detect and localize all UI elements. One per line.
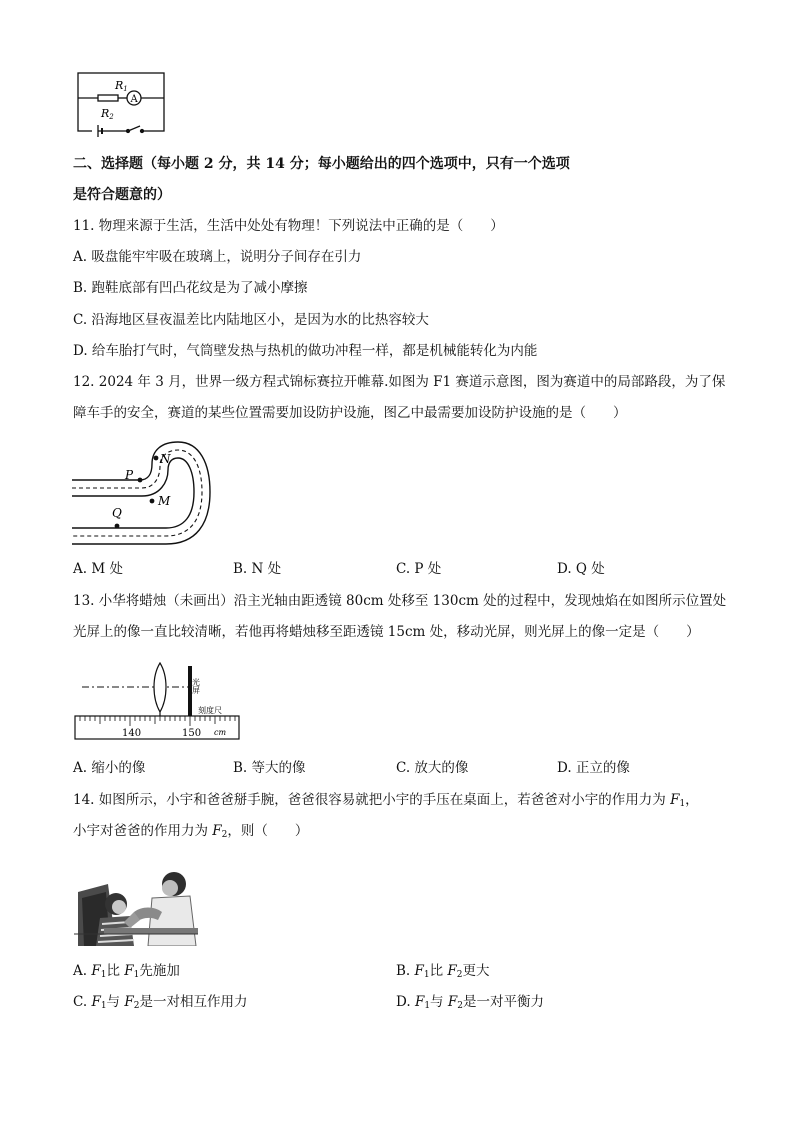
tick-140: 140: [122, 728, 142, 739]
ammeter-label: A: [130, 94, 138, 105]
r1-label: R: [115, 79, 124, 92]
q11-option-a: A. 吸盘能牢牢吸在玻璃上，说明分子间存在引力: [73, 249, 362, 265]
race-track-figure: [70, 438, 240, 553]
screen-label: 光屏: [191, 678, 201, 694]
q13-stem-line1: 13. 小华将蜡烛（未画出）沿主光轴由距透镜 80cm 处移至 130cm 处的过程中，发现烛焰在如图所示位置处: [73, 593, 727, 609]
q12-stem-line1: 12. 2024 年 3 月，世界一级方程式锦标赛拉开帷幕.如图为 F1 赛道示意图，图为赛道中的局部路段，为了保: [73, 374, 726, 390]
q14-stem-line1: 14. 如图所示，小宇和爸爸掰手腕，爸爸很容易就把小宇的手压在桌面上，若爸爸对小宇的作用力为 $F_1$，: [73, 792, 699, 809]
q11-stem: 11. 物理来源于生活，生活中处处有物理！下列说法中正确的是（ ）: [73, 218, 504, 234]
label-p: P: [125, 468, 134, 482]
q13-option-c: C. 放大的像: [396, 760, 469, 776]
q13-option-a: A. 缩小的像: [73, 760, 146, 776]
q11-option-c: C. 沿海地区昼夜温差比内陆地区小，是因为水的比热容较大: [73, 312, 429, 328]
unit-cm: cm: [214, 728, 227, 737]
r2-sub: 2: [109, 113, 114, 121]
label-q: Q: [112, 506, 122, 520]
optical-bench-figure: [72, 658, 247, 746]
circuit-diagram: [72, 66, 172, 138]
q13-stem-line2: 光屏上的像一直比较清晰，若他再将蜡烛移至距透镜 15cm 处，移动光屏，则光屏上的像一定是（ ）: [73, 624, 700, 640]
q14-option-b: B. $F_1$比 $F_2$更大: [396, 963, 490, 980]
point-m: [150, 499, 155, 504]
ruler-label: 刻度尺: [198, 706, 222, 715]
svg-text:R1: [114, 79, 128, 93]
q14-option-d: D. $F_1$与 $F_2$是一对平衡力: [396, 994, 544, 1011]
q13-option-b: B. 等大的像: [233, 760, 306, 776]
lens: [154, 663, 166, 712]
point-q: [115, 524, 120, 529]
q12-option-a: A. M 处: [73, 561, 123, 577]
q12-option-b: B. N 处: [233, 561, 282, 577]
q14-option-c: C. $F_1$与 $F_2$是一对相互作用力: [73, 994, 248, 1011]
section-heading-line1: 二、选择题（每小题 2 分，共 14 分；每小题给出的四个选项中，只有一个选项: [73, 156, 570, 172]
q11-option-b: B. 跑鞋底部有凹凸花纹是为了减小摩擦: [73, 280, 308, 296]
q13-option-d: D. 正立的像: [557, 760, 630, 776]
point-p: [138, 478, 143, 483]
label-n: N: [160, 452, 171, 466]
label-m: M: [158, 494, 171, 508]
q11-option-d: D. 给车胎打气时，气筒壁发热与热机的做功冲程一样，都是机械能转化为内能: [73, 343, 538, 359]
q12-option-c: C. P 处: [396, 561, 442, 577]
arm-wrestling-photo: [74, 862, 198, 946]
q12-option-d: D. Q 处: [557, 561, 605, 577]
q14-option-a: A. $F_1$比 $F_1$先施加: [73, 963, 180, 980]
svg-text:R2: [100, 107, 114, 121]
q12-stem-line2: 障车手的安全，赛道的某些位置需要加设防护设施，图乙中最需要加设防护设施的是（ ）: [73, 405, 627, 421]
r2-label: R: [101, 107, 110, 120]
tick-150: 150: [182, 728, 202, 739]
q14-stem-line2: 小宇对爸爸的作用力为 $F_2$，则（ ）: [73, 823, 309, 840]
section-heading-line2: 是符合题意的）: [73, 187, 171, 203]
point-n: [154, 456, 159, 461]
r1-sub: 1: [123, 85, 128, 93]
